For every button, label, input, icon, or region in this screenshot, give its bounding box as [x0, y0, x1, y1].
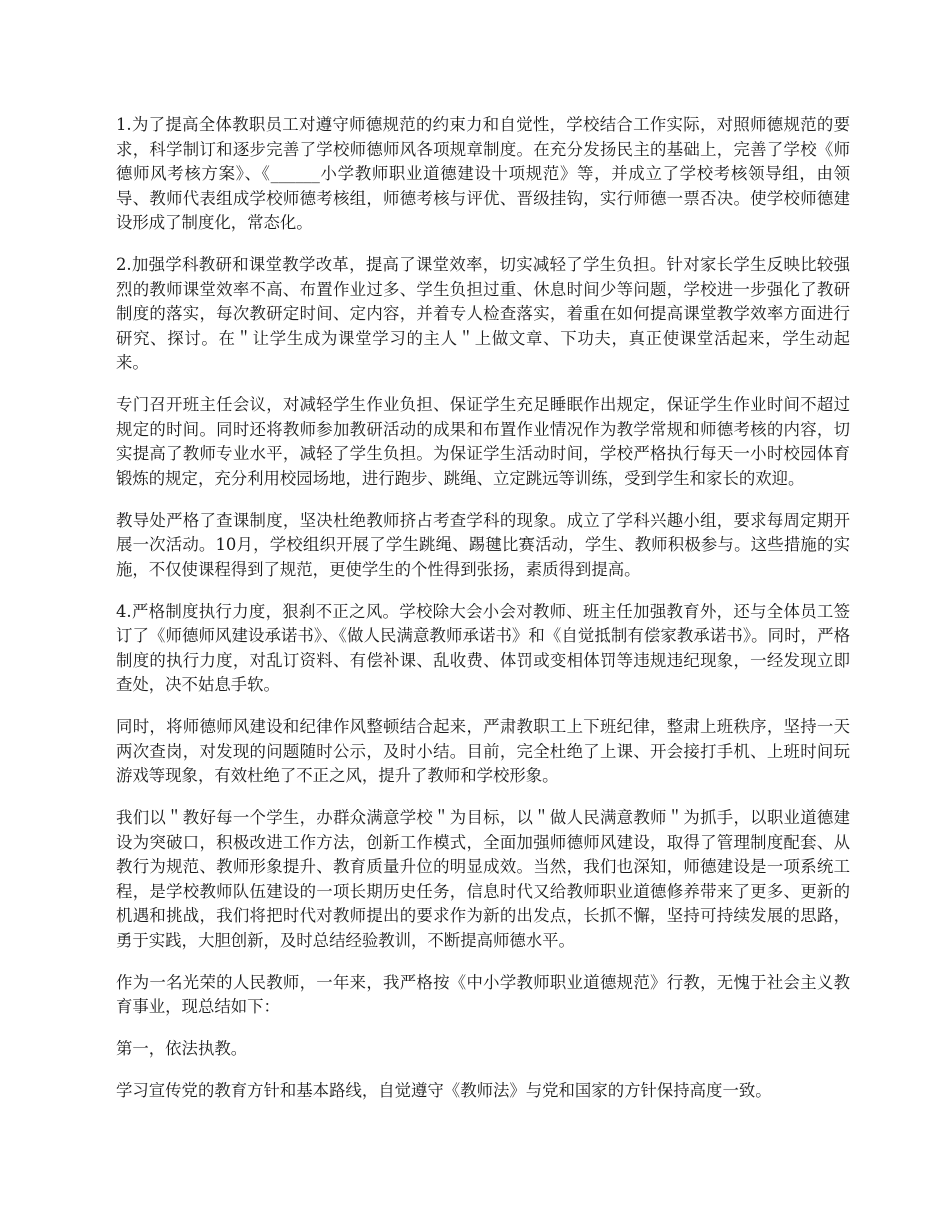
paragraph-2: 2.加强学科教研和课堂教学改革，提高了课堂效率，切实减轻了学生负担。针对家长学生反映比较强烈的教师课堂效率不高、布置作业过多、学生负担过重、休息时间少等问题，学校进一步强化了教研制度的落实，每次教研定时间、定内容，并着专人检查落实，着重在如何提高课堂教学效率方面进行研究、探讨。在＂让学生成为课堂学习的主人＂上做文章、下功夫，真正使课堂活起来，学生动起来。	[116, 255, 850, 372]
paragraph-7: 我们以＂教好每一个学生，办群众满意学校＂为目标，以＂做人民满意教师＂为抓手，以职业道德建设为突破口，积极改进工作方法，创新工作模式，全面加强师德师风建设，取得了管理制度配套、从教行为规范、教师形象提升、教育质量升位的明显成效。当然，我们也深知，师德建设是一项系统工程，是学校教师队伍建设的一项长期历史任务，信息时代又给教师职业道德修养带来了更多、更新的机遇和挑战，我们将把时代对教师提出的要求作为新的出发点，长抓不懈，坚持可持续发展的思路，勇于实践，大胆创新，及时总结经验教训，不断提高师德水平。	[116, 808, 850, 950]
paragraph-1: 1.为了提高全体教职员工对遵守师德规范的约束力和自觉性，学校结合工作实际，对照师德规范的要求，科学制订和逐步完善了学校师德师风各项规章制度。在充分发扬民主的基础上，完善了学校《师德师风考核方案》、《______小学教师职业道德建设十项规范》等，并成立了学校考核领导组，由领导、教师代表组成学校师德考核组，师德考核与评优、晋级挂钩，实行师德一票否决。使学校师德建设形成了制度化，常态化。	[116, 115, 850, 232]
paragraph-10: 学习宣传党的教育方针和基本路线，自觉遵守《教师法》与党和国家的方针保持高度一致。	[116, 1081, 772, 1100]
paragraph-4: 教导处严格了查课制度，坚决杜绝教师挤占考查学科的现象。成立了学科兴趣小组，要求每周定期开展一次活动。10月，学校组织开展了学生跳绳、踢毽比赛活动，学生、教师积极参与。这些措施的实施，不仅使课程得到了规范，更使学生的个性得到张扬，素质得到提高。	[116, 510, 850, 579]
paragraph-8: 作为一名光荣的人民教师，一年来，我严格按《中小学教师职业道德规范》行教，无愧于社会主义教育事业，现总结如下：	[116, 972, 850, 1016]
paragraph-3: 专门召开班主任会议，对减轻学生作业负担、保证学生充足睡眠作出规定，保证学生作业时间不超过规定的时间。同时还将教师参加教研活动的成果和布置作业情况作为教学常规和师德考核的内容，切实提高了教师专业水平，减轻了学生负担。为保证学生活动时间，学校严格执行每天一小时校园体育锻炼的规定，充分利用校园场地，进行跑步、跳绳、立定跳远等训练，受到学生和家长的欢迎。	[116, 395, 850, 488]
paragraph-5: 4.严格制度执行力度，狠刹不正之风。学校除大会小会对教师、班主任加强教育外，还与全体员工签订了《师德师风建设承诺书》、《做人民满意教师承诺书》和《自觉抵制有偿家教承诺书》。同时，严格制度的执行力度，对乱订资料、有偿补课、乱收费、体罚或变相体罚等违规违纪现象，一经发现立即查处，决不姑息手软。	[116, 601, 850, 694]
paragraph-6: 同时，将师德师风建设和纪律作风整顿结合起来，严肃教职工上下班纪律，整肃上班秩序，坚持一天两次查岗，对发现的问题随时公示，及时小结。目前，完全杜绝了上课、开会接打手机、上班时间玩游戏等现象，有效杜绝了不正之风，提升了教师和学校形象。	[116, 717, 850, 785]
paragraph-9: 第一，依法执教。	[116, 1039, 248, 1058]
document-body	[116, 113, 850, 1121]
